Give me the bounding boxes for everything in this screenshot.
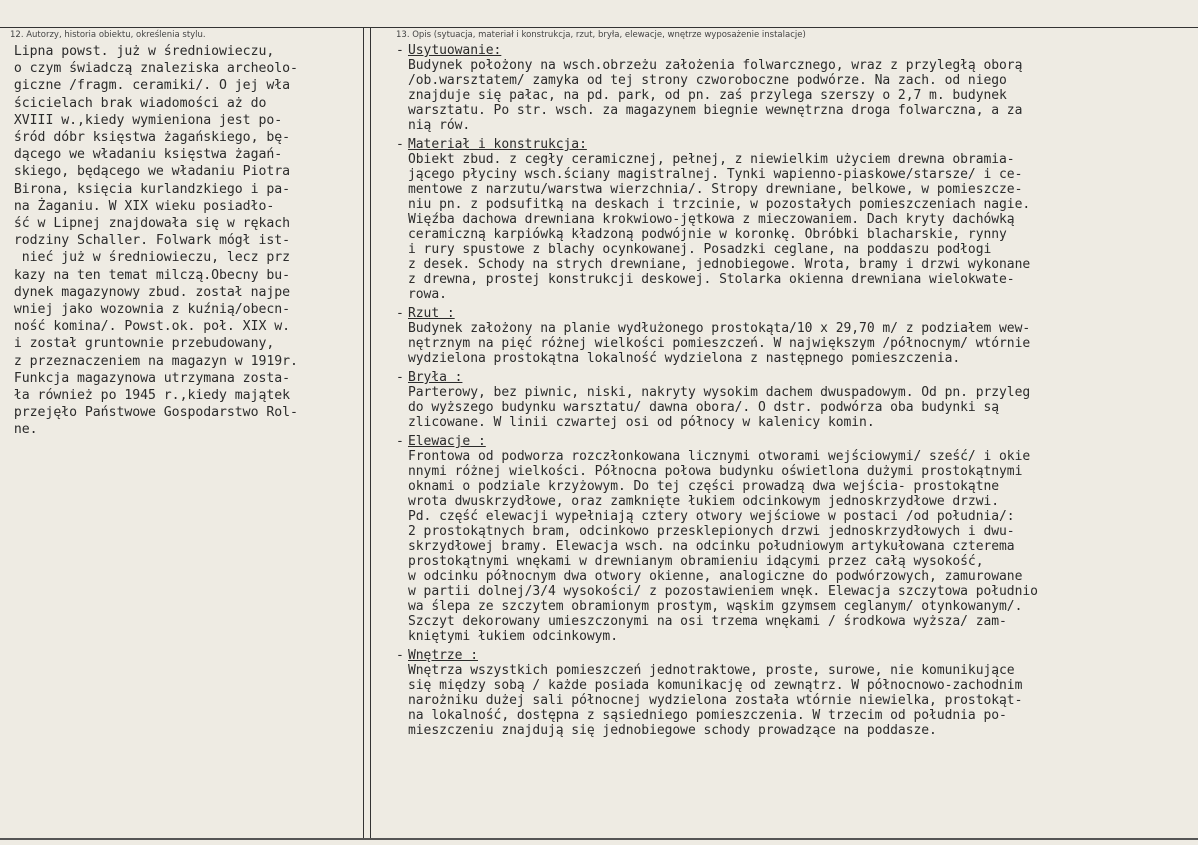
description-section bbox=[396, 43, 1194, 133]
section-line: z drewna, prostej konstrukcji deskowej. Stolarka okienna drewniana wielokwate- bbox=[408, 272, 1015, 287]
section-line: wydzielona prostokątna lokalność wydzielona z następnego pomieszczenia. bbox=[408, 351, 961, 366]
history-line: przejęło Państwowe Gospodarstwo Rol- bbox=[6, 405, 298, 421]
section-dash: - bbox=[396, 434, 404, 449]
history-line: XVIII w.,kiedy wymieniona jest po- bbox=[6, 112, 283, 128]
section-line: narożniku dużej sali północnej wydzielona została wtórnie niewielka, prostokąt- bbox=[408, 693, 1023, 708]
section-heading bbox=[396, 648, 1194, 663]
section-line: rowa. bbox=[408, 287, 447, 302]
section-title: Bryła : bbox=[408, 370, 463, 385]
history-line: ność komina/. Powst.ok. poł. XIX w. bbox=[6, 319, 291, 335]
section-line: mieszczeniu znajdują się jednobiegowe schody prowadzące na poddasze. bbox=[408, 723, 937, 738]
history-line: rodziny Schaller. Folwark mógł ist- bbox=[6, 233, 291, 249]
section-line: nią rów. bbox=[408, 118, 471, 133]
history-line: z przeznaczeniem na magazyn w 1919r. bbox=[6, 353, 298, 369]
section-line: mentowe z narzutu/warstwa wierzchnia/. Stropy drewniane, belkowe, w pomieszcze- bbox=[408, 182, 1023, 197]
section-title: Materiał i konstrukcja: bbox=[408, 137, 587, 152]
left-column-header: 12. Autorzy, historia obiektu, określenia stylu. bbox=[10, 30, 206, 40]
history-line: kazy na ten temat milczą.Obecny bu- bbox=[6, 267, 291, 283]
column-divider-right bbox=[370, 27, 371, 839]
section-line: 2 prostokątnych bram, odcinkowo przesklepionych drzwi jednoskrzydłowych i dwu- bbox=[408, 524, 1015, 539]
section-line: warsztatu. Po str. wsch. za magazynem biegnie wewnętrzna droga folwarczna, a za bbox=[408, 103, 1023, 118]
history-line: o czym świadczą znaleziska archeolo- bbox=[6, 61, 298, 77]
section-title: Wnętrze : bbox=[408, 648, 478, 663]
history-line: na Żaganiu. W XIX wieku posiadło- bbox=[6, 198, 275, 214]
description-section bbox=[396, 434, 1194, 644]
section-line: na lokalność, dostępna z sąsiedniego pomieszczenia. W trzecim od południa po- bbox=[408, 708, 1007, 723]
column-divider-left bbox=[363, 27, 364, 839]
section-line: Budynek położony na wsch.obrzeżu założenia folwarcznego, wraz z przyległą oborą bbox=[408, 58, 1023, 73]
section-line: nnymi różnej wielkości. Północna połowa budynku oświetlona dużymi prostokątnymi bbox=[408, 464, 1023, 479]
section-line: wa ślepa ze szczytem obramionym prostym, wąskim gzymsem ceglanym/ otynkowanym/. bbox=[408, 599, 1023, 614]
section-title: Elewacje : bbox=[408, 434, 486, 449]
section-line: skrzydłowej bramy. Elewacja wsch. na odcinku południowym artykułowana czterema bbox=[408, 539, 1015, 554]
section-line: i rury spustowe z blachy ocynkowanej. Posadzki ceglane, na poddaszu podłogi bbox=[408, 242, 992, 257]
description-section bbox=[396, 306, 1194, 366]
history-line: i został gruntownie przebudowany, bbox=[6, 336, 275, 352]
section-line: z desek. Schody na strych drewniane, jednobiegowe. Wrota, bramy i drzwi wykonane bbox=[408, 257, 1031, 272]
history-line: giczne /fragm. ceramiki/. O jej wła bbox=[6, 78, 291, 94]
section-line: kniętymi łukiem odcinkowym. bbox=[408, 629, 618, 644]
history-line: nieć już w średniowieczu, lecz prz bbox=[6, 250, 291, 266]
top-rule bbox=[0, 27, 1198, 28]
section-line: Budynek założony na planie wydłużonego prostokąta/10 x 29,70 m/ z podziałem wew- bbox=[408, 321, 1031, 336]
section-line: niu pn. z podsufitką na deskach i trzcinie, w pozostałych pomieszczeniach nagie. bbox=[408, 197, 1031, 212]
section-heading bbox=[396, 43, 1194, 58]
section-dash: - bbox=[396, 648, 404, 663]
history-line: ścicielach brak wiadomości aż do bbox=[6, 95, 267, 111]
history-line: Funkcja magazynowa utrzymana zosta- bbox=[6, 370, 291, 386]
section-line: Frontowa od podworza rozczłonkowana licznymi otworami wejściowymi/ sześć/ i okie bbox=[408, 449, 1031, 464]
history-line: dącego we władaniu księstwa żagań- bbox=[6, 147, 283, 163]
section-heading bbox=[396, 306, 1194, 321]
history-line: ła również po 1945 r.,kiedy majątek bbox=[6, 388, 291, 404]
section-title: Usytuowanie: bbox=[408, 43, 502, 58]
section-line: do wyższego budynku warsztatu/ dawna obora/. O dstr. podwórza oba budynki są bbox=[408, 400, 1000, 415]
history-line: śród dóbr księstwa żagańskiego, bę- bbox=[6, 130, 291, 146]
description-section bbox=[396, 137, 1194, 302]
description-text bbox=[396, 43, 1194, 738]
history-line: wniej jako wozownia z kuźnią/obecn- bbox=[6, 302, 291, 318]
section-line: oknami o podziale krzyżowym. Do tej części prowadzą dwa wejścia- prostokątne bbox=[408, 479, 1000, 494]
section-line: ceramiczną karpiówką kładzoną podwójnie w koronkę. Obróbki blacharskie, rynny bbox=[408, 227, 1007, 242]
section-line: zlicowane. W linii czwartej osi od północy w kalenicy komin. bbox=[408, 415, 875, 430]
section-line: jącego płyciny wsch.ściany magistralnej. Tynki wapienno-piaskowe/starsze/ i ce- bbox=[408, 167, 1023, 182]
history-text bbox=[6, 43, 362, 439]
history-line: Birona, księcia kurlandzkiego i pa- bbox=[6, 181, 291, 197]
section-line: w odcinku północnym dwa otwory okienne, analogiczne do podwórzowych, zamurowane bbox=[408, 569, 1023, 584]
section-line: Obiekt zbud. z cegły ceramicznej, pełnej, z niewielkim użyciem drewna obramia- bbox=[408, 152, 1015, 167]
section-dash: - bbox=[396, 137, 404, 152]
description-section bbox=[396, 648, 1194, 738]
history-line: ść w Lipnej znajdowała się w rękach bbox=[6, 216, 291, 232]
history-line: Lipna powst. już w średniowieczu, bbox=[6, 44, 275, 59]
section-dash: - bbox=[396, 43, 404, 58]
description-section bbox=[396, 370, 1194, 430]
section-heading bbox=[396, 137, 1194, 152]
history-line: skiego, będącego we władaniu Piotra bbox=[6, 164, 291, 180]
section-dash: - bbox=[396, 370, 404, 385]
section-line: Parterowy, bez piwnic, niski, nakryty wysokim dachem dwuspadowym. Od pn. przyleg bbox=[408, 385, 1031, 400]
section-line: prostokątnymi wnękami w drewnianym obramieniu idącymi przez całą wysokość, bbox=[408, 554, 984, 569]
section-line: nętrznym na pięć różnej wielkości pomieszczeń. W największym /północnym/ wtórnie bbox=[408, 336, 1031, 351]
history-line: ne. bbox=[6, 422, 38, 438]
history-line: dynek magazynowy zbud. został najpe bbox=[6, 284, 291, 300]
section-line: w partii dolnej/3/4 wysokości/ z pozostawieniem wnęk. Elewacja szczytowa południo bbox=[408, 584, 1038, 599]
section-heading bbox=[396, 370, 1194, 385]
section-line: Więźba dachowa drewniana krokwiowo-jętkowa z mieczowaniem. Dach kryty dachówką bbox=[408, 212, 1015, 227]
section-line: się między sobą / każde posiada komunikację od zewnątrz. W północnowo-zachodnim bbox=[408, 678, 1023, 693]
section-line: znajduje się pałac, na pd. park, od pn. zaś przylega szerszy o 2,7 m. budynek bbox=[408, 88, 1007, 103]
section-line: wrota dwuskrzydłowe, oraz zamknięte łukiem odcinkowym jednoskrzydłowe drzwi. bbox=[408, 494, 1000, 509]
section-line: Szczyt dekorowany umieszczonymi na osi trzema wnękami / środkowa wyższa/ zam- bbox=[408, 614, 1007, 629]
section-heading bbox=[396, 434, 1194, 449]
section-line: /ob.warsztatem/ zamyka od tej strony czworoboczne podwórze. Na zach. od niego bbox=[408, 73, 1007, 88]
section-line: Wnętrza wszystkich pomieszczeń jednotraktowe, proste, surowe, nie komunikujące bbox=[408, 663, 1015, 678]
section-title: Rzut : bbox=[408, 306, 455, 321]
section-dash: - bbox=[396, 306, 404, 321]
section-line: Pd. część elewacji wypełniają cztery otwory wejściowe w postaci /od południa/: bbox=[408, 509, 1015, 524]
bottom-rule bbox=[0, 838, 1198, 840]
right-column-header: 13. Opis (sytuacja, materiał i konstrukcja, rzut, bryła, elewacje, wnętrze wyposażenie instalacje) bbox=[396, 30, 806, 40]
